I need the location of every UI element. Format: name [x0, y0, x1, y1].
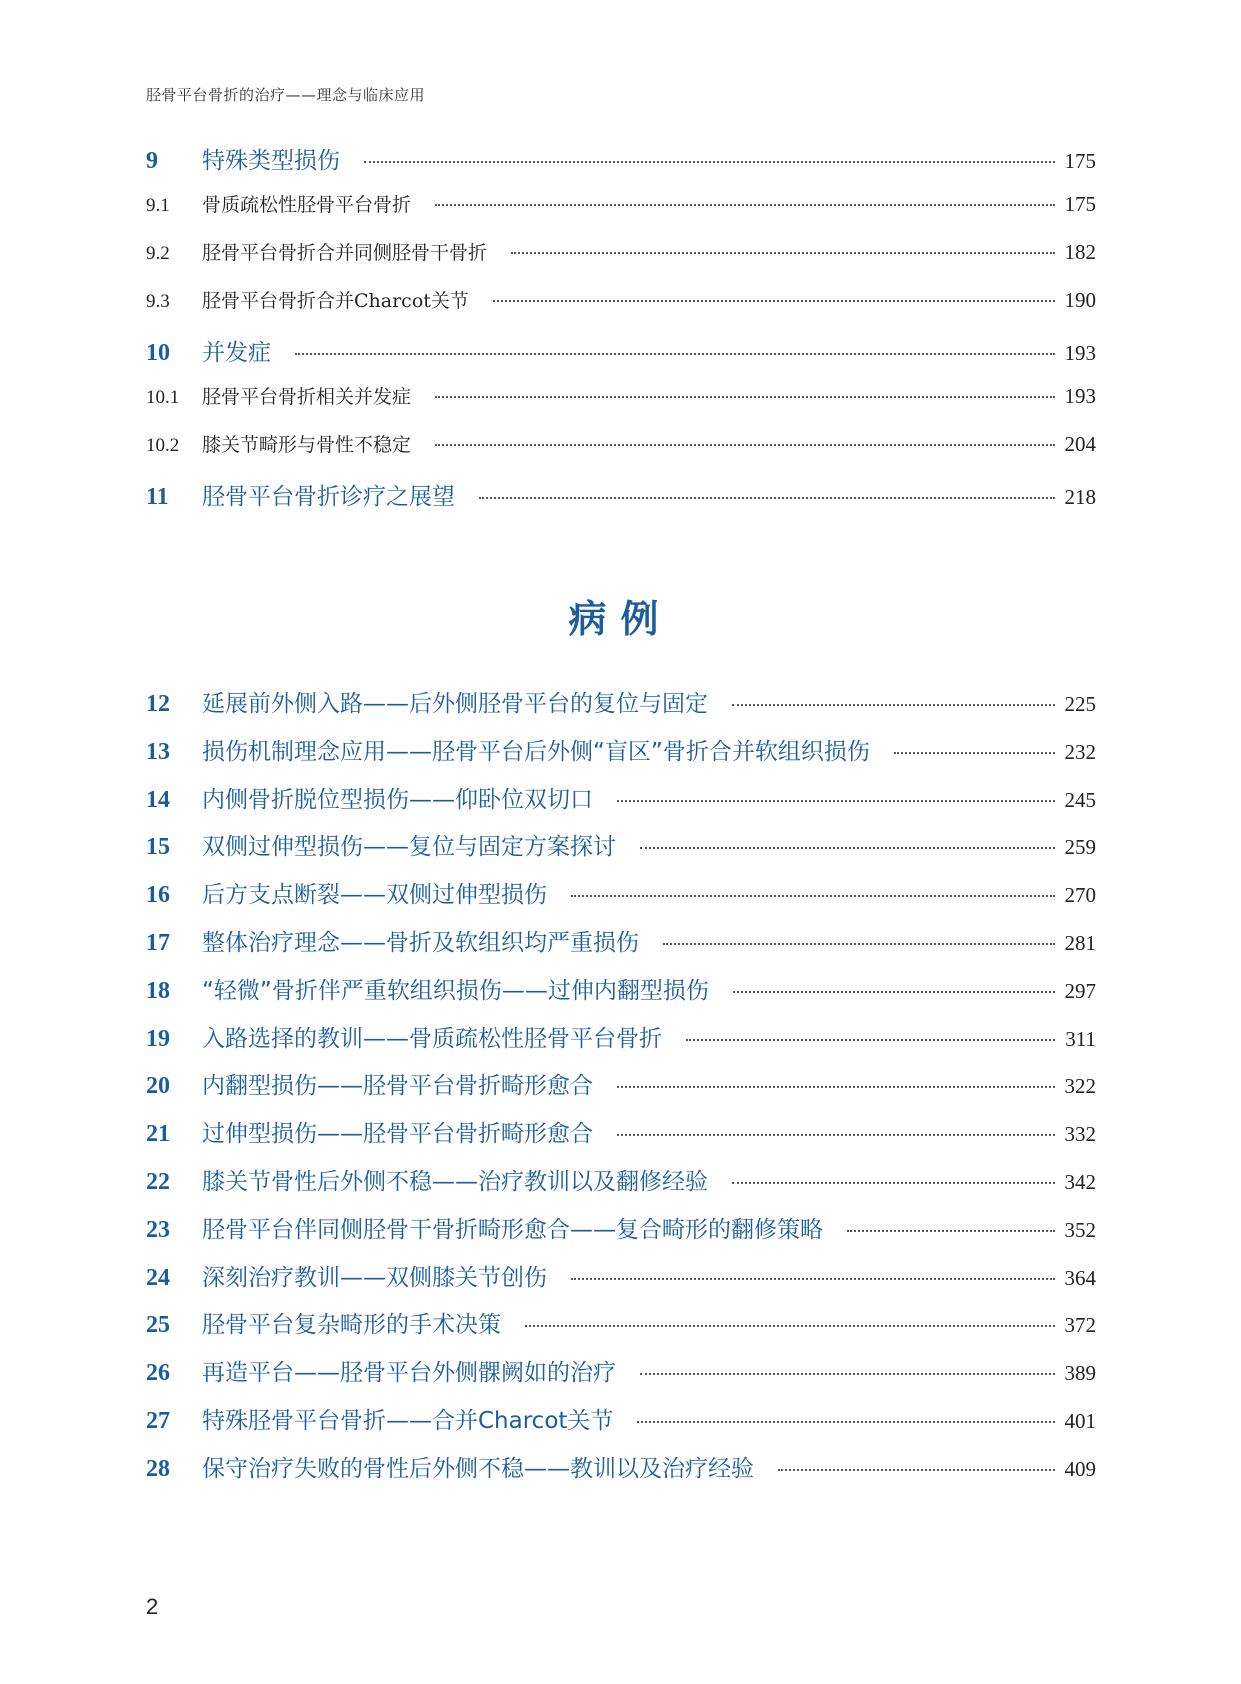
toc-entry[interactable]: [146, 382, 1096, 430]
entry-title: 胫骨平台骨折诊疗之展望: [202, 484, 455, 510]
entry-number: 27: [146, 1407, 170, 1434]
entry-number: 21: [146, 1121, 170, 1148]
toc-entry[interactable]: [146, 1259, 1096, 1307]
entry-title: 膝关节骨性后外侧不稳——治疗教训以及翻修经验: [202, 1168, 708, 1195]
dot-leader: [663, 942, 1055, 945]
entry-number: 25: [146, 1312, 170, 1339]
entry-number: 11: [146, 484, 169, 510]
dot-leader: [525, 1324, 1055, 1327]
entry-page: 364: [1064, 1265, 1096, 1290]
dot-leader: [732, 703, 1055, 706]
dot-leader: [364, 160, 1055, 163]
entry-title: 骨质疏松性胫骨平台骨折: [202, 194, 412, 216]
dot-leader: [493, 299, 1055, 302]
dot-leader: [640, 846, 1055, 849]
toc-entry[interactable]: [146, 1450, 1096, 1498]
toc-entry[interactable]: [146, 286, 1096, 334]
entry-number: 20: [146, 1073, 170, 1100]
entry-page: 175: [1064, 192, 1096, 216]
toc-entry[interactable]: [146, 781, 1096, 829]
entry-page: 372: [1064, 1313, 1096, 1338]
entry-title: 入路选择的教训——骨质疏松性胫骨平台骨折: [202, 1025, 662, 1052]
toc-entry[interactable]: [146, 1402, 1096, 1450]
entry-number: 23: [146, 1216, 170, 1243]
entry-number: 10.1: [146, 387, 180, 408]
toc-entry[interactable]: [146, 190, 1096, 238]
dot-leader: [894, 751, 1055, 754]
entry-page: 232: [1064, 739, 1096, 764]
dot-leader: [640, 1372, 1055, 1375]
toc-entry[interactable]: [146, 1306, 1096, 1354]
dot-leader: [511, 251, 1054, 254]
toc-entry[interactable]: [146, 1115, 1096, 1163]
entry-title: 保守治疗失败的骨性后外侧不稳——教训以及治疗经验: [202, 1455, 754, 1482]
toc-entry[interactable]: [146, 334, 1096, 382]
entry-number: 12: [146, 691, 170, 717]
toc-entry[interactable]: [146, 1211, 1096, 1259]
dot-leader: [617, 1133, 1055, 1136]
dot-leader: [847, 1229, 1055, 1232]
entry-title: 胫骨平台骨折合并Charcot关节: [202, 290, 469, 312]
entry-title: 胫骨平台骨折合并同侧胫骨干骨折: [202, 242, 488, 264]
entry-title: 过伸型损伤——胫骨平台骨折畸形愈合: [202, 1121, 593, 1148]
page-number: 2: [146, 1594, 159, 1619]
entry-number: 18: [146, 977, 170, 1004]
entry-title: 特殊类型损伤: [202, 148, 340, 174]
entry-number: 24: [146, 1264, 170, 1291]
entry-number: 28: [146, 1455, 170, 1482]
toc-entry[interactable]: [146, 142, 1096, 190]
toc-entry[interactable]: [146, 1067, 1096, 1115]
entry-title: “轻微”骨折伴严重软组织损伤——过伸内翻型损伤: [202, 977, 709, 1004]
entry-page: 204: [1064, 432, 1096, 456]
dot-leader: [617, 1085, 1055, 1088]
toc-entry[interactable]: [146, 238, 1096, 286]
entry-page: 259: [1064, 835, 1096, 860]
entry-page: 270: [1064, 883, 1096, 908]
dot-leader: [435, 443, 1054, 446]
entry-page: 352: [1064, 1217, 1096, 1242]
entry-number: 9: [146, 148, 158, 174]
entry-page: 218: [1064, 485, 1096, 509]
entry-title: 胫骨平台复杂畸形的手术决策: [202, 1312, 501, 1339]
dot-leader: [571, 894, 1055, 897]
toc-entry[interactable]: [146, 924, 1096, 972]
entry-number: 17: [146, 929, 170, 956]
entry-title: 内侧骨折脱位型损伤——仰卧位双切口: [202, 786, 593, 813]
entry-title: 再造平台——胫骨平台外侧髁阙如的治疗: [202, 1360, 616, 1387]
entry-number: 26: [146, 1360, 170, 1387]
entry-page: 225: [1064, 692, 1096, 716]
entry-page: 332: [1064, 1122, 1096, 1147]
entry-title: 损伤机制理念应用——胫骨平台后外侧“盲区”骨折合并软组织损伤: [202, 738, 870, 765]
dot-leader: [295, 352, 1055, 355]
entry-title: 并发症: [202, 340, 271, 366]
toc-entry[interactable]: [146, 1020, 1096, 1068]
entry-title: 特殊胫骨平台骨折——合并Charcot关节: [202, 1407, 614, 1434]
dot-leader: [479, 496, 1055, 499]
toc-entry[interactable]: [146, 1354, 1096, 1402]
entry-page: 175: [1064, 149, 1096, 173]
entry-number: 9.2: [146, 243, 170, 264]
entry-title: 整体治疗理念——骨折及软组织均严重损伤: [202, 929, 639, 956]
dot-leader: [571, 1277, 1055, 1280]
entry-number: 22: [146, 1168, 170, 1195]
entry-title: 双侧过伸型损伤——复位与固定方案探讨: [202, 834, 616, 861]
toc-cases-list: [146, 685, 1096, 1498]
entry-number: 15: [146, 834, 170, 861]
entry-title: 胫骨平台骨折相关并发症: [202, 386, 412, 408]
entry-page: 193: [1064, 341, 1096, 365]
entry-page: 245: [1064, 787, 1096, 812]
dot-leader: [686, 1038, 1055, 1041]
dot-leader: [778, 1468, 1055, 1471]
toc-entry[interactable]: [146, 876, 1096, 924]
entry-number: 9.3: [146, 291, 170, 312]
toc-entry[interactable]: [146, 1163, 1096, 1211]
toc-entry[interactable]: [146, 685, 1096, 733]
entry-number: 13: [146, 738, 170, 765]
entry-page: 297: [1064, 978, 1096, 1003]
entry-page: 190: [1064, 288, 1096, 312]
dot-leader: [617, 799, 1055, 802]
entry-number: 9.1: [146, 195, 170, 216]
entry-page: 409: [1064, 1456, 1096, 1481]
toc-entry[interactable]: [146, 972, 1096, 1020]
entry-title: 内翻型损伤——胫骨平台骨折畸形愈合: [202, 1073, 593, 1100]
entry-number: 14: [146, 786, 170, 813]
dot-leader: [732, 1181, 1055, 1184]
entry-page: 311: [1065, 1026, 1096, 1051]
entry-page: 322: [1064, 1074, 1096, 1099]
toc-entry[interactable]: [146, 430, 1096, 478]
dot-leader: [637, 1420, 1054, 1423]
toc-entry[interactable]: [146, 828, 1096, 876]
cases-heading: 病例: [568, 596, 673, 641]
entry-title: 深刻治疗教训——双侧膝关节创伤: [202, 1264, 547, 1291]
entry-page: 193: [1064, 384, 1096, 408]
entry-title: 后方支点断裂——双侧过伸型损伤: [202, 882, 547, 909]
toc-entry[interactable]: [146, 478, 1096, 526]
entry-number: 10: [146, 340, 170, 366]
entry-title: 延展前外侧入路——后外侧胫骨平台的复位与固定: [202, 691, 708, 717]
entry-page: 389: [1064, 1361, 1096, 1386]
entry-title: 胫骨平台伴同侧胫骨干骨折畸形愈合——复合畸形的翻修策略: [202, 1216, 823, 1243]
entry-number: 10.2: [146, 435, 180, 456]
entry-page: 401: [1064, 1408, 1096, 1433]
dot-leader: [733, 990, 1055, 993]
dot-leader: [435, 395, 1054, 398]
entry-page: 342: [1064, 1169, 1096, 1194]
running-head: 胫骨平台骨折的治疗——理念与临床应用: [146, 86, 426, 104]
toc-top-list: [146, 142, 1096, 526]
entry-title: 膝关节畸形与骨性不稳定: [202, 434, 412, 456]
entry-number: 16: [146, 882, 170, 909]
dot-leader: [435, 203, 1054, 206]
entry-page: 182: [1064, 240, 1096, 264]
toc-entry[interactable]: [146, 733, 1096, 781]
entry-number: 19: [146, 1025, 170, 1052]
entry-page: 281: [1064, 930, 1096, 955]
